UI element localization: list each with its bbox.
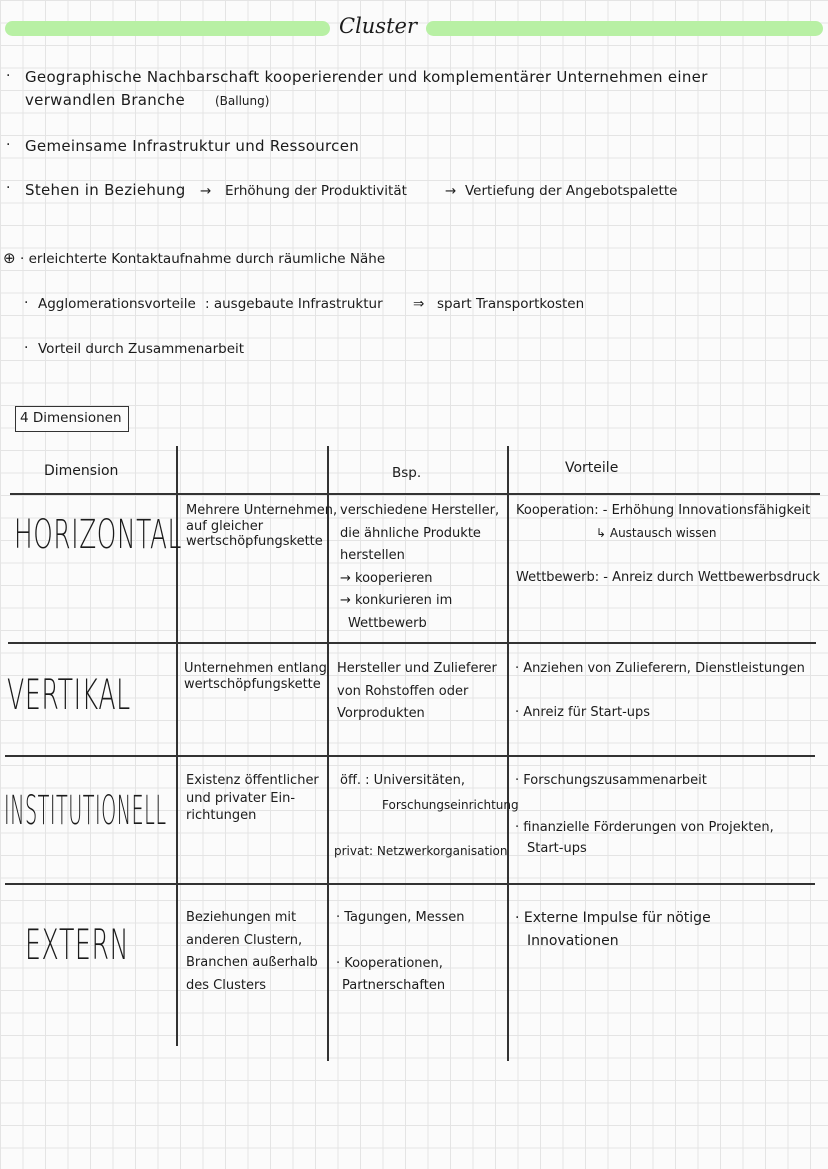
row2-desc-line: wertschöpfungskette <box>184 676 321 692</box>
row1-bsp-line: Wettbewerb <box>348 615 427 631</box>
plus-circle-icon: ⊕ <box>3 249 16 267</box>
row4-desc-line: Beziehungen mit <box>186 910 297 925</box>
header-dimension: Dimension <box>44 463 119 479</box>
table-header-divider <box>10 493 820 495</box>
double-arrow-icon: ⇒ <box>413 296 425 312</box>
row2-bsp <box>337 658 497 726</box>
bullet-dot: · <box>6 68 11 84</box>
row3-desc-line: und privater Ein- <box>186 790 296 806</box>
row1-vorteile-2: ↳ Austausch wissen <box>596 526 717 540</box>
row3-desc <box>186 770 319 828</box>
row4-desc-line: des Clusters <box>186 977 267 993</box>
row4-bsp-2: · Kooperationen, <box>336 956 443 971</box>
advantage-sub2: Vorteil durch Zusammenarbeit <box>38 341 245 357</box>
row3-desc-line: richtungen <box>186 808 257 823</box>
row2-bsp-line: Vorprodukten <box>337 706 425 721</box>
bullet-2: Gemeinsame Infrastruktur und Ressourcen <box>25 137 360 155</box>
row1-vorteile-3: Wettbewerb: - Anreiz durch Wettbewerbsdruck <box>516 570 820 585</box>
title-highlight-left <box>5 21 330 36</box>
row3-bsp-1: öff. : Universitäten, <box>340 773 466 788</box>
advantage-sub1-a: Agglomerationsvorteile <box>38 296 196 312</box>
row1-bsp-line: → konkurieren im <box>340 593 453 608</box>
row4-desc-line: Branchen außerhalb <box>186 955 318 970</box>
table-row-divider <box>5 755 815 757</box>
row2-bsp-line: von Rohstoffen oder <box>337 683 469 699</box>
row1-bsp-line: herstellen <box>340 548 405 563</box>
row1-desc <box>186 500 337 554</box>
header-vorteile: Vorteile <box>565 460 619 476</box>
bullet-3-a: Stehen in Beziehung <box>25 181 186 199</box>
row2-desc <box>184 658 327 696</box>
advantage-sub1-b: : ausgebaute Infrastruktur <box>205 296 383 312</box>
row1-desc-line: auf gleicher <box>186 518 264 534</box>
bullet-dot: · <box>6 180 11 196</box>
bullet-dot: · <box>6 137 11 153</box>
section-label: 4 Dimensionen <box>20 410 122 426</box>
row4-bsp-3: Partnerschaften <box>342 978 446 993</box>
row3-vorteile-2: · finanzielle Förderungen von Projekten, <box>515 820 774 835</box>
row1-bsp-line: verschiedene Hersteller, <box>340 503 500 518</box>
row4-vorteile-1: · Externe Impulse für nötige <box>515 910 711 926</box>
row3-desc-line: Existenz öffentlicher <box>186 773 319 788</box>
row4-desc <box>186 907 318 997</box>
title-highlight-right <box>426 21 823 36</box>
row2-bsp-line: Hersteller und Zulieferer <box>337 661 497 676</box>
row1-bsp-line: → kooperieren <box>340 570 433 586</box>
bullet-1-note: (Ballung) <box>215 94 270 108</box>
row3-vorteile-3: Start-ups <box>527 841 587 856</box>
bullet-3-c: Vertiefung der Angebotspalette <box>465 183 678 199</box>
bullet-dot: · <box>24 295 29 311</box>
row1-desc-line: wertschöpfungskette <box>186 534 323 549</box>
advantage-main: · erleichterte Kontaktaufnahme durch räumliche Nähe <box>20 251 386 267</box>
page-title: Cluster <box>339 14 417 38</box>
row3-bsp-2: Forschungseinrichtung <box>382 798 519 812</box>
row3-bsp-3: privat: Netzwerkorganisation <box>334 844 508 858</box>
table-row-divider <box>8 642 816 644</box>
dimension-horizontal: HORIZONTAL <box>14 512 182 558</box>
row1-bsp-line: die ähnliche Produkte <box>340 525 481 541</box>
row3-vorteile-1: · Forschungszusammenarbeit <box>515 773 707 788</box>
bullet-dot: · <box>24 340 29 356</box>
row4-vorteile-2: Innovationen <box>527 933 619 949</box>
bullet-1-line2: verwandlen Branche <box>25 91 185 109</box>
dimension-extern: EXTERN <box>25 920 130 969</box>
row2-vorteile-1: · Anziehen von Zulieferern, Dienstleistungen <box>515 661 805 676</box>
header-bsp: Bsp. <box>392 465 422 481</box>
row1-vorteile-1: Kooperation: - Erhöhung Innovationsfähigkeit <box>516 503 811 518</box>
advantage-sub1-c: spart Transportkosten <box>437 296 585 312</box>
row1-desc-line: Mehrere Unternehmen, <box>186 503 338 518</box>
dimension-vertikal: VERTIKAL <box>7 670 131 719</box>
row2-desc-line: Unternehmen entlang <box>184 661 327 676</box>
arrow-icon: → <box>445 183 457 199</box>
table-col-divider <box>507 446 509 1061</box>
bullet-1-line1: Geographische Nachbarschaft kooperierender und komplementärer Unternehmen einer <box>25 68 708 86</box>
table-row-divider <box>5 883 815 885</box>
row1-bsp <box>340 500 499 635</box>
bullet-3-b: Erhöhung der Produktivität <box>225 183 407 199</box>
row4-bsp-1: · Tagungen, Messen <box>336 910 465 925</box>
row4-desc-line: anderen Clustern, <box>186 932 303 948</box>
dimension-institutionell: INSTITUTIONELL <box>4 788 167 834</box>
arrow-icon: → <box>200 183 212 199</box>
row2-vorteile-2: · Anreiz für Start-ups <box>515 705 651 720</box>
